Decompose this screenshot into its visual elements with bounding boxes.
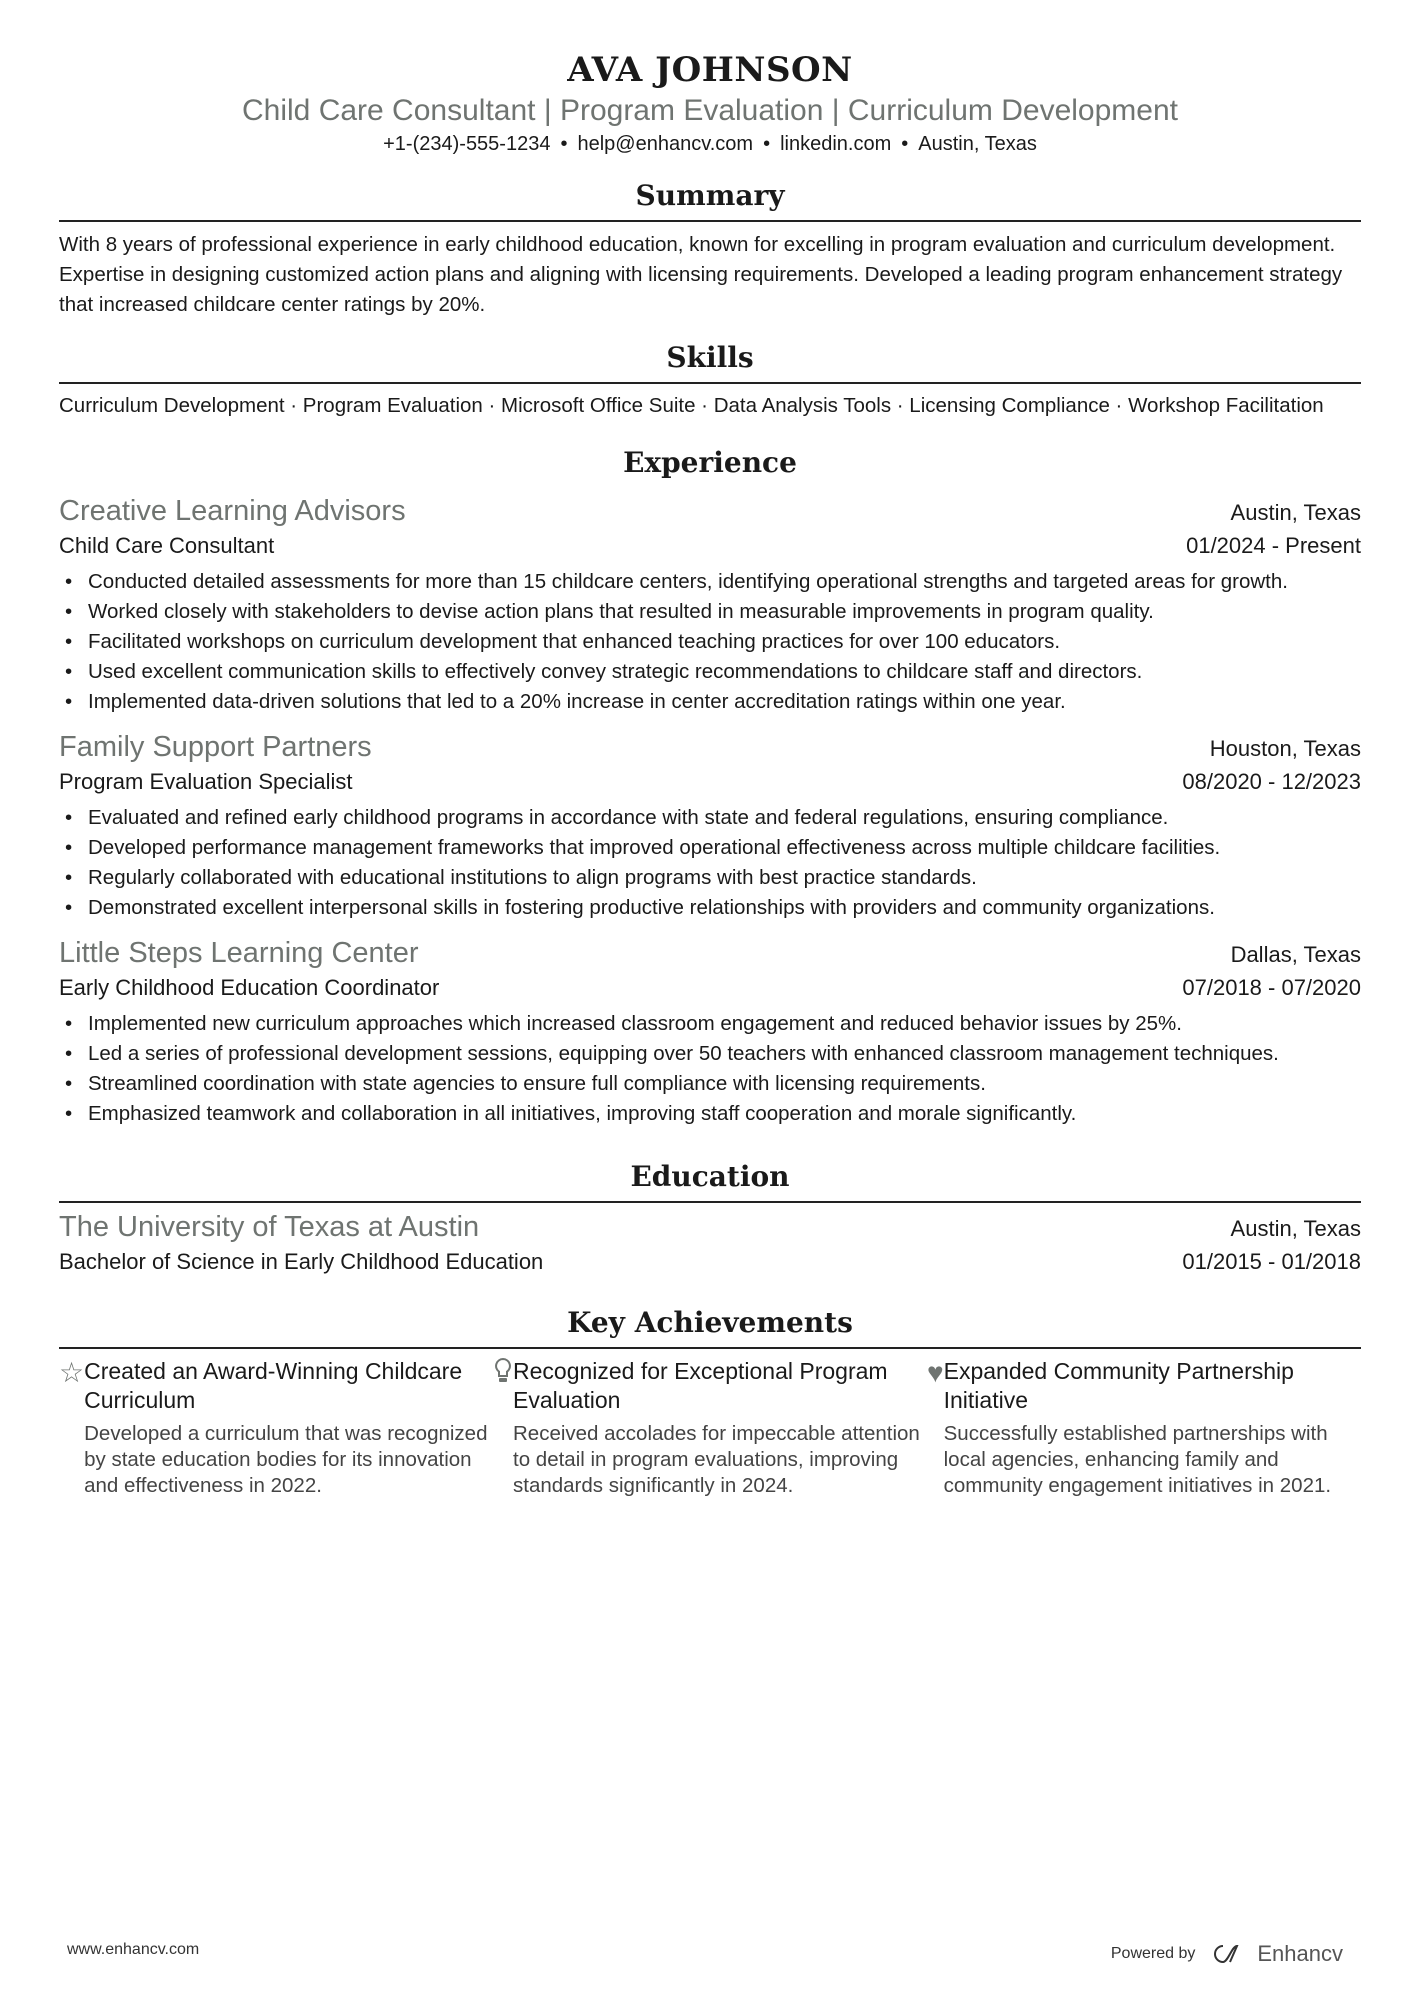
heart-icon: ♥ [927,1357,944,1388]
enhancv-logo[interactable]: Enhancv [1209,1941,1343,1967]
phone: +1-(234)-555-1234 [383,133,551,155]
linkedin-link[interactable]: linkedin.com [780,133,892,155]
job-dates: 01/2024 - Present [1186,533,1361,558]
job-bullet: • Facilitated workshops on curriculum development that enhanced teaching practices for over 100 educators. [59,627,1361,657]
footer [67,1941,1343,1967]
website-link[interactable]: www.enhancv.com [67,1941,200,1958]
skills-heading: Skills [59,340,1361,384]
job-bullets [59,567,1361,717]
achievement-desc: Developed a curriculum that was recognized by state education bodies for its innovation and effectiveness in 2022. [84,1422,488,1497]
job-bullet: • Streamlined coordination with state agencies to ensure full compliance with licensing requirements. [59,1069,1361,1099]
achievement-item [59,1357,493,1499]
job-dates: 07/2018 - 07/2020 [1182,975,1361,1000]
experience-heading: Experience [623,446,797,479]
lightbulb-icon [493,1357,513,1499]
school-location: Austin, Texas [1230,1216,1361,1241]
job-bullet: • Led a series of professional development sessions, equipping over 50 teachers with enhanced classroom management techniques. [59,1039,1361,1069]
powered-by-label: Powered by [1110,1945,1196,1962]
job-location: Dallas, Texas [1230,942,1361,967]
experience-list [59,493,1361,1129]
job-role: Early Childhood Education Coordinator [59,975,440,1000]
job-bullets [59,803,1361,923]
job-bullet: • Implemented data-driven solutions that led to a 20% increase in center accreditation ratings within one year. [59,687,1361,717]
achievements-heading: Key Achievements [59,1305,1361,1349]
achievement-desc: Received accolades for impeccable attention to detail in program evaluations, improving standards significantly in 2024. [513,1422,920,1497]
job-entry [59,935,1361,1129]
location: Austin, Texas [918,133,1037,155]
education-entry [59,1209,1361,1279]
company-name: Little Steps Learning Center [59,937,419,969]
job-entry [59,493,1361,717]
achievement-title: Expanded Community Partnership Initiative [943,1358,1294,1413]
achievement-title: Recognized for Exceptional Program Evaluation [513,1358,888,1413]
summary-text: With 8 years of professional experience in early childhood education, known for excelling in program evaluation and curriculum development. Expertise in designing customized action plans and aligning with licensing requirements. Developed a leading program enhancement strategy that increased childcare center ratings by 20%. [59,233,1343,316]
job-bullet: • Evaluated and refined early childhood programs in accordance with state and federal regulations, ensuring compliance. [59,803,1361,833]
job-bullet: • Regularly collaborated with educational institutions to align programs with best practice standards. [59,863,1361,893]
company-name: Family Support Partners [59,731,372,763]
achievement-item [493,1357,927,1499]
enhancv-logo-icon [1209,1942,1251,1966]
job-bullet: • Implemented new curriculum approaches which increased classroom engagement and reduced behavior issues by 25%. [59,1009,1361,1039]
achievement-title: Created an Award-Winning Childcare Curriculum [84,1358,463,1413]
job-dates: 08/2020 - 12/2023 [1182,769,1361,794]
achievements-list [59,1357,1361,1499]
degree: Bachelor of Science in Early Childhood Education [59,1249,544,1274]
achievement-desc: Successfully established partnerships with local agencies, enhancing family and community engagement initiatives in 2021. [943,1422,1332,1497]
job-role: Program Evaluation Specialist [59,769,353,794]
company-name: Creative Learning Advisors [59,495,406,527]
school-name: The University of Texas at Austin [59,1211,480,1243]
job-bullet: • Emphasized teamwork and collaboration in all initiatives, improving staff cooperation and morale significantly. [59,1099,1361,1129]
education-heading: Education [59,1159,1361,1203]
job-bullets [59,1009,1361,1129]
job-location: Austin, Texas [1230,500,1361,525]
candidate-title: Child Care Consultant | Program Evaluation | Curriculum Development [242,94,1178,127]
star-icon: ☆ [59,1357,85,1388]
powered-by [1111,1941,1343,1967]
candidate-name: AVA JOHNSON [567,50,853,90]
job-location: Houston, Texas [1209,736,1361,761]
achievement-item [927,1357,1361,1499]
summary-heading: Summary [59,178,1361,222]
education-dates: 01/2015 - 01/2018 [1182,1249,1361,1274]
job-bullet: • Conducted detailed assessments for more than 15 childcare centers, identifying operational strengths and targeted areas for growth. [59,567,1361,597]
skills-list: Curriculum Development · Program Evaluation · Microsoft Office Suite · Data Analysis Tools · Licensing Compliance · Workshop Facilitation [59,394,1324,417]
contact-line: +1-(234)-555-1234 • help@enhancv.com • linkedin.com • Austin, Texas [383,133,1037,155]
job-entry [59,729,1361,923]
job-role: Child Care Consultant [59,533,275,558]
job-bullet: • Developed performance management frameworks that improved operational effectiveness across multiple childcare facilities. [59,833,1361,863]
job-bullet: • Used excellent communication skills to effectively convey strategic recommendations to childcare staff and directors. [59,657,1361,687]
job-bullet: • Worked closely with stakeholders to devise action plans that resulted in measurable improvements in program quality. [59,597,1361,627]
email-link[interactable]: help@enhancv.com [577,133,754,155]
job-bullet: • Demonstrated excellent interpersonal skills in fostering productive relationships with providers and community organizations. [59,893,1361,923]
